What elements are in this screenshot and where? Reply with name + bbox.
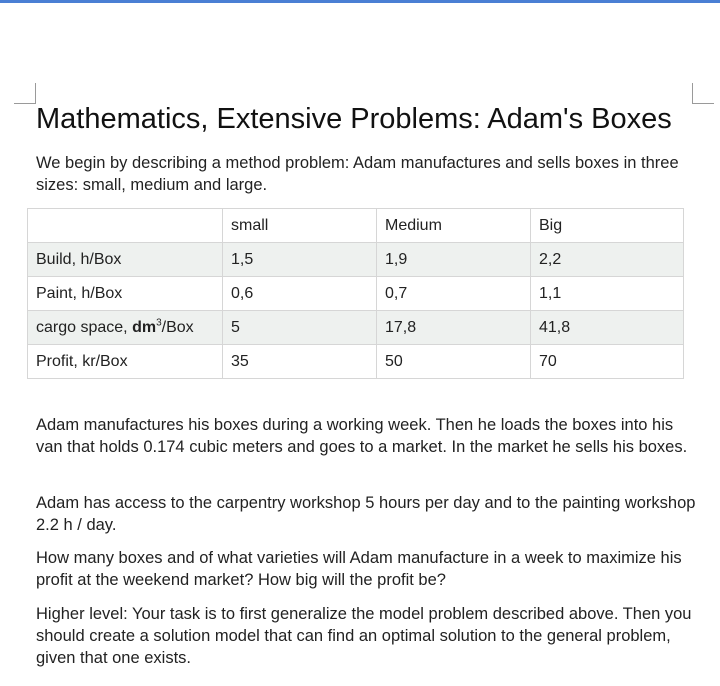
top-accent-line: [0, 0, 720, 3]
table-cell: 1,9: [377, 243, 531, 277]
table-cell: 2,2: [531, 243, 684, 277]
box-data-table: [27, 208, 684, 379]
row-label: Build, h/Box: [28, 243, 223, 277]
table-cell: 1,1: [531, 277, 684, 311]
row-label: Profit, kr/Box: [28, 345, 223, 379]
row-label-suffix: /Box: [161, 318, 194, 336]
row-label-unit: dm: [132, 318, 157, 336]
document-title: Mathematics, Extensive Problems: Adam's Boxes: [36, 103, 672, 135]
table-cell: 17,8: [377, 311, 531, 345]
table-cell: 5: [223, 311, 377, 345]
row-label-exponent: 3: [156, 317, 162, 329]
body-paragraph: Adam has access to the carpentry workshop 5 hours per day and to the painting workshop 2.2 h / day.: [36, 494, 696, 534]
row-label-prefix: cargo space,: [36, 318, 133, 336]
row-label: [28, 311, 223, 345]
body-paragraph: How many boxes and of what varieties will Adam manufacture in a week to maximize his profit at the weekend market? How big will the profit be?: [36, 549, 682, 589]
table-row: [28, 243, 684, 277]
table-header-cell: Big: [531, 209, 684, 243]
table-row: [28, 277, 684, 311]
page-corner-mark-right: [692, 83, 714, 104]
table-header-cell: small: [223, 209, 377, 243]
table-header-cell: Medium: [377, 209, 531, 243]
table-header-row: [28, 209, 684, 243]
table-cell: 0,6: [223, 277, 377, 311]
table-cell: 41,8: [531, 311, 684, 345]
body-paragraph: Adam manufactures his boxes during a working week. Then he loads the boxes into his van that holds 0.174 cubic meters and goes to a market. In the market he sells his boxes.: [36, 416, 688, 456]
intro-paragraph: We begin by describing a method problem: Adam manufactures and sells boxes in three sizes: small, medium and large.: [36, 154, 679, 194]
table-cell: 0,7: [377, 277, 531, 311]
table-cell: 35: [223, 345, 377, 379]
row-label: Paint, h/Box: [28, 277, 223, 311]
page-corner-mark-left: [14, 83, 36, 104]
body-paragraph: Higher level: Your task is to first generalize the model problem described above. Then you should create a solution model that can find an optimal solution to the general problem, given that one exists.: [36, 605, 692, 667]
table-row: [28, 345, 684, 379]
table-row: [28, 311, 684, 345]
table-header-cell: [28, 209, 223, 243]
table-cell: 50: [377, 345, 531, 379]
table-cell: 70: [531, 345, 684, 379]
table-cell: 1,5: [223, 243, 377, 277]
